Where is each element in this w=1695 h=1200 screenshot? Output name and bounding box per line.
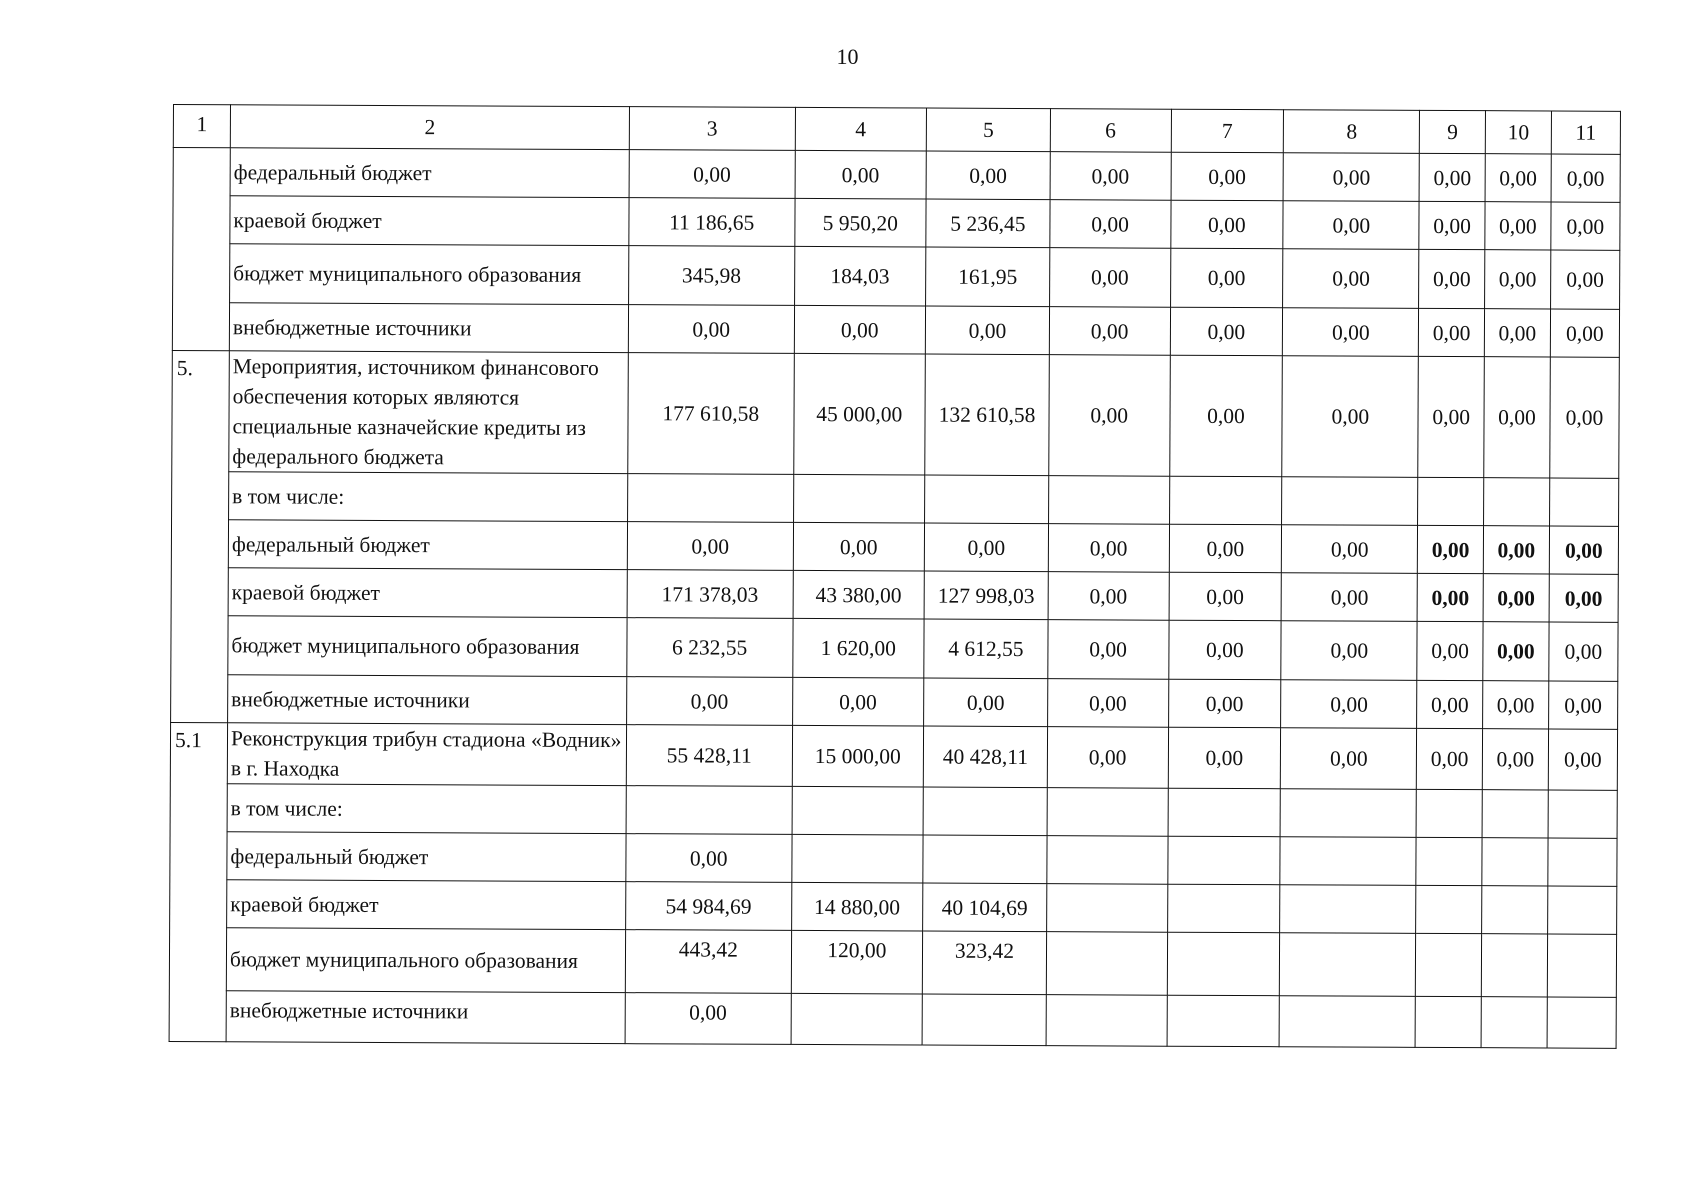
value-cell (922, 994, 1046, 1046)
value-cell: 0,00 (1484, 357, 1550, 478)
value-cell: 5 950,20 (794, 198, 926, 247)
value-cell (1282, 477, 1418, 526)
value-cell (1481, 997, 1547, 1048)
row-name: федеральный бюджет (230, 148, 629, 198)
value-cell (791, 993, 923, 1045)
value-cell: 0,00 (1281, 728, 1417, 790)
value-cell: 0,00 (924, 523, 1048, 572)
value-cell (1280, 885, 1416, 934)
value-cell: 0,00 (626, 834, 792, 883)
value-cell (1279, 996, 1415, 1048)
value-cell: 0,00 (1550, 250, 1619, 309)
value-cell: 0,00 (1050, 200, 1171, 249)
value-cell: 11 186,65 (629, 198, 795, 247)
value-cell (1418, 477, 1484, 525)
value-cell: 0,00 (1168, 679, 1281, 728)
value-cell (1048, 476, 1169, 525)
value-cell: 443,42 (625, 930, 791, 994)
value-cell (628, 474, 794, 523)
value-cell: 0,00 (1049, 248, 1170, 308)
value-cell (1547, 997, 1616, 1048)
header-row (173, 105, 1620, 155)
value-cell: 0,00 (627, 522, 793, 571)
value-cell (1416, 885, 1482, 933)
value-cell: 0,00 (1281, 680, 1417, 729)
value-cell (626, 786, 792, 835)
value-cell: 0,00 (625, 993, 791, 1045)
value-cell: 0,00 (1048, 524, 1169, 573)
row-name: Реконструкция трибун стадиона «Водник» в г. Находка (227, 723, 626, 786)
value-cell (1548, 790, 1617, 838)
value-cell: 0,00 (1050, 152, 1171, 201)
value-cell: 0,00 (1485, 154, 1551, 202)
value-cell: 0,00 (1417, 680, 1483, 728)
value-cell (1481, 934, 1547, 997)
value-cell: 45 000,00 (793, 353, 925, 475)
table-row (173, 244, 1620, 310)
value-cell: 0,00 (1281, 573, 1417, 622)
row-number-cell: 5. (171, 350, 230, 722)
row-name: краевой бюджет (230, 196, 629, 246)
value-cell (1548, 838, 1617, 886)
value-cell (1547, 934, 1616, 997)
value-cell: 0,00 (925, 306, 1049, 355)
value-cell: 0,00 (1550, 309, 1619, 357)
value-cell (1482, 790, 1548, 838)
value-cell: 40 428,11 (923, 726, 1047, 788)
value-cell: 5 236,45 (926, 199, 1050, 248)
value-cell: 0,00 (794, 305, 926, 354)
value-cell (1167, 932, 1280, 996)
row-name: в том числе: (227, 784, 626, 834)
value-cell (1168, 788, 1281, 837)
value-cell: 0,00 (1551, 154, 1620, 202)
value-cell: 0,00 (1169, 572, 1282, 621)
header-cell: 10 (1485, 111, 1551, 154)
value-cell: 0,00 (1484, 309, 1550, 357)
header-cell: 3 (629, 107, 795, 151)
value-cell: 0,00 (1419, 308, 1485, 356)
table-row (172, 303, 1619, 358)
value-cell: 1 620,00 (792, 618, 924, 678)
value-cell (1046, 995, 1167, 1047)
value-cell (923, 835, 1047, 884)
table-row (170, 783, 1617, 838)
value-cell: 0,00 (1047, 679, 1168, 728)
row-name: бюджет муниципального образования (230, 244, 629, 305)
value-cell: 0,00 (924, 678, 1048, 727)
value-cell (1280, 933, 1416, 997)
value-cell: 177 610,58 (628, 353, 794, 475)
value-cell: 0,00 (1550, 357, 1620, 478)
value-cell: 0,00 (1549, 526, 1618, 574)
value-cell: 0,00 (1283, 308, 1419, 357)
value-cell (1047, 884, 1168, 933)
header-cell: 5 (926, 108, 1050, 152)
value-cell: 0,00 (1049, 307, 1170, 356)
row-name: бюджет муниципального образования (226, 928, 625, 993)
value-cell (1047, 788, 1168, 837)
value-cell: 40 104,69 (923, 883, 1047, 932)
value-cell (1549, 478, 1618, 526)
row-name: краевой бюджет (228, 568, 627, 618)
value-cell (792, 786, 924, 835)
value-cell: 0,00 (1170, 307, 1283, 356)
value-cell: 0,00 (1485, 250, 1551, 309)
row-name: внебюджетные источники (229, 303, 628, 353)
row-name: Мероприятия, источником финансового обеспечения которых являются специальные казначейские кредиты из федерального бюджета (229, 351, 629, 474)
value-cell: 120,00 (791, 930, 923, 994)
table-row (172, 471, 1619, 526)
row-name: бюджет муниципального образования (228, 616, 627, 677)
value-cell: 0,00 (1168, 727, 1281, 789)
value-cell: 0,00 (1283, 249, 1419, 309)
table-row (169, 990, 1616, 1048)
header-cell: 4 (795, 107, 927, 151)
value-cell (1046, 932, 1167, 996)
value-cell: 345,98 (629, 246, 795, 306)
value-cell: 0,00 (627, 677, 793, 726)
row-name: федеральный бюджет (227, 832, 626, 882)
header-cell: 1 (173, 105, 230, 148)
value-cell (1482, 838, 1548, 886)
value-cell: 0,00 (1485, 202, 1551, 250)
value-cell: 0,00 (793, 522, 925, 571)
value-cell: 0,00 (1417, 728, 1483, 789)
value-cell: 0,00 (1283, 201, 1419, 250)
value-cell: 14 880,00 (791, 882, 923, 931)
value-cell: 43 380,00 (793, 570, 925, 619)
header-cell: 6 (1050, 109, 1171, 153)
value-cell (1416, 789, 1482, 837)
value-cell (923, 787, 1047, 836)
table-row (170, 722, 1617, 790)
value-cell: 0,00 (629, 150, 795, 199)
value-cell: 54 984,69 (626, 882, 792, 931)
value-cell: 0,00 (792, 677, 924, 726)
value-cell: 323,42 (922, 931, 1046, 995)
value-cell (1280, 837, 1416, 886)
value-cell (1547, 886, 1616, 934)
value-cell: 0,00 (1170, 200, 1283, 249)
value-cell (1280, 789, 1416, 838)
table-row (171, 567, 1618, 622)
value-cell (1415, 996, 1481, 1047)
value-cell: 55 428,11 (626, 725, 792, 787)
value-cell: 0,00 (1549, 574, 1618, 622)
table-row (173, 196, 1620, 251)
row-name: внебюджетные источники (226, 991, 625, 1044)
value-cell: 0,00 (1418, 525, 1484, 573)
value-cell: 0,00 (1551, 202, 1620, 250)
header-cell: 2 (230, 105, 629, 150)
header-cell: 8 (1284, 110, 1420, 154)
value-cell (793, 474, 925, 523)
row-name: краевой бюджет (227, 880, 626, 930)
value-cell: 0,00 (1483, 622, 1549, 681)
table-row (170, 879, 1617, 934)
value-cell (1416, 837, 1482, 885)
value-cell: 0,00 (1417, 573, 1483, 621)
value-cell: 127 998,03 (924, 571, 1048, 620)
table-row (170, 831, 1617, 886)
table-row (171, 674, 1618, 729)
value-cell: 0,00 (1282, 525, 1418, 574)
value-cell (1169, 476, 1282, 525)
budget-table (169, 104, 1621, 1049)
value-cell (1484, 478, 1550, 526)
value-cell: 0,00 (1483, 574, 1549, 622)
table-row (171, 519, 1618, 574)
table-row (173, 148, 1620, 203)
value-cell: 0,00 (1048, 620, 1169, 680)
header-cell: 11 (1551, 111, 1620, 154)
value-cell: 0,00 (1483, 681, 1549, 729)
value-cell: 171 378,03 (627, 570, 793, 619)
value-cell: 0,00 (628, 305, 794, 354)
value-cell: 0,00 (1483, 526, 1549, 574)
value-cell: 0,00 (1171, 152, 1284, 201)
table-row (169, 927, 1616, 997)
value-cell (925, 475, 1049, 524)
value-cell (1167, 884, 1280, 933)
row-number-cell: 5.1 (169, 722, 228, 1041)
row-number-cell (172, 148, 230, 351)
value-cell: 0,00 (1170, 248, 1283, 308)
value-cell (1167, 836, 1280, 885)
value-cell (1167, 995, 1280, 1047)
value-cell: 0,00 (1281, 621, 1417, 681)
value-cell: 15 000,00 (792, 725, 924, 787)
value-cell: 0,00 (1549, 622, 1618, 681)
value-cell: 0,00 (1419, 201, 1485, 249)
value-cell: 0,00 (1169, 524, 1282, 573)
value-cell: 184,03 (794, 246, 926, 306)
value-cell: 0,00 (1419, 153, 1485, 201)
value-cell: 0,00 (1417, 621, 1483, 680)
value-cell (1482, 886, 1548, 934)
value-cell: 4 612,55 (924, 619, 1048, 679)
value-cell: 0,00 (1482, 729, 1548, 790)
table-row (171, 615, 1618, 681)
header-cell: 7 (1171, 109, 1284, 153)
value-cell: 0,00 (1282, 356, 1418, 478)
value-cell: 0,00 (1548, 681, 1617, 729)
value-cell: 0,00 (795, 150, 927, 199)
row-name: в том числе: (229, 472, 628, 522)
header-cell: 9 (1420, 110, 1486, 153)
page-number: 10 (836, 44, 859, 69)
value-cell: 0,00 (1168, 620, 1281, 680)
value-cell: 0,00 (1048, 572, 1169, 621)
value-cell (1416, 933, 1482, 996)
value-cell (1047, 836, 1168, 885)
value-cell: 0,00 (1418, 356, 1484, 477)
table-row (172, 350, 1620, 478)
value-cell: 6 232,55 (627, 618, 793, 678)
value-cell: 0,00 (1049, 355, 1170, 477)
value-cell: 161,95 (926, 247, 1050, 307)
value-cell: 0,00 (926, 151, 1050, 200)
value-cell: 0,00 (1169, 355, 1282, 477)
value-cell (791, 834, 923, 883)
value-cell: 0,00 (1548, 729, 1617, 790)
value-cell: 132 610,58 (925, 354, 1049, 476)
row-name: федеральный бюджет (228, 520, 627, 570)
value-cell: 0,00 (1047, 727, 1168, 789)
value-cell: 0,00 (1283, 153, 1419, 202)
row-name: внебюджетные источники (228, 675, 627, 725)
value-cell: 0,00 (1419, 249, 1485, 308)
